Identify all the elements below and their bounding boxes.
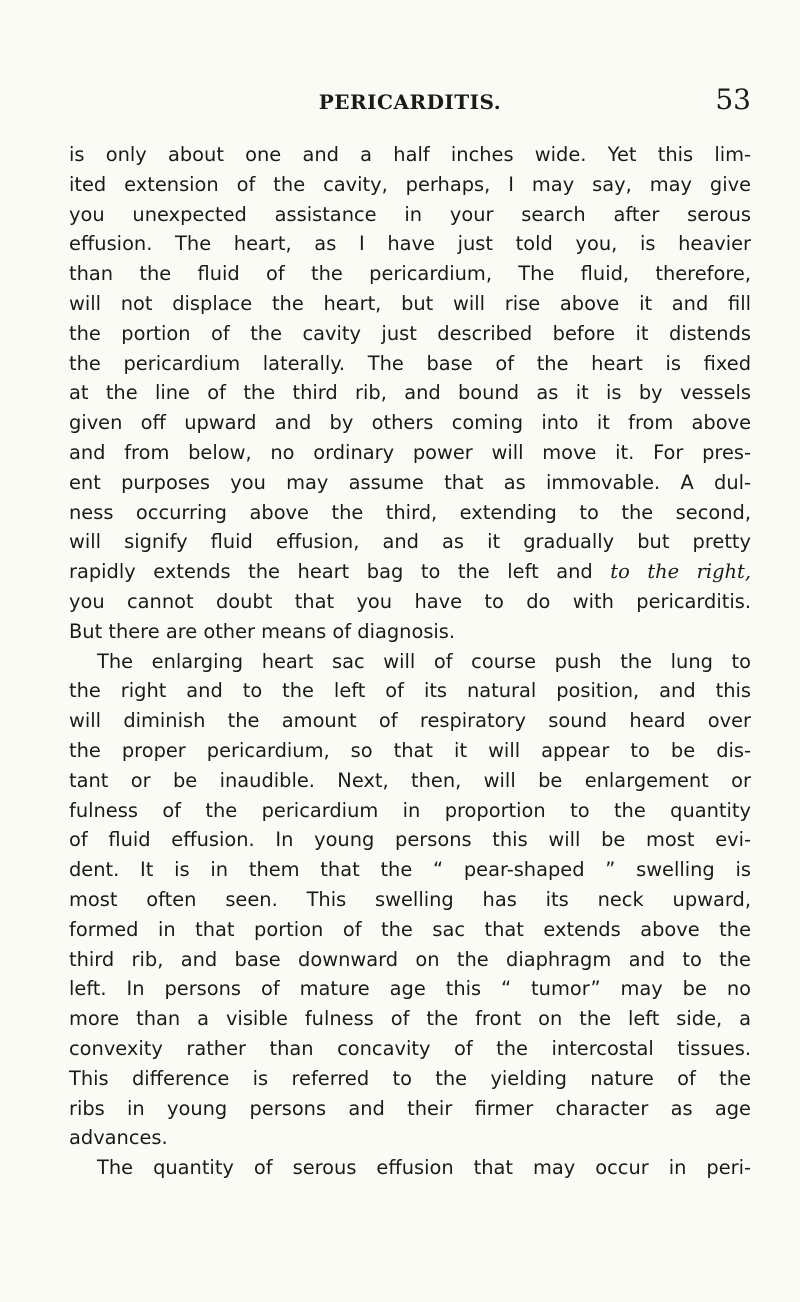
text-line: will signify fluid effusion, and as it gradually but pretty bbox=[69, 530, 751, 554]
text-line: convexity rather than concavity of the intercostal tissues. bbox=[69, 1036, 751, 1060]
text-line: the portion of the cavity just described before it distends bbox=[69, 321, 751, 345]
text-line: the proper pericardium, so that it will appear to be dis- bbox=[69, 738, 751, 762]
body-text bbox=[69, 140, 751, 1183]
text-line: left. In persons of mature age this “ tumor” may be no bbox=[69, 977, 751, 1001]
text-line: ent purposes you may assume that as immovable. A dul- bbox=[69, 470, 751, 494]
text-line: at the line of the third rib, and bound as it is by vessels bbox=[69, 381, 751, 405]
text-line: ited extension of the cavity, perhaps, I may say, may give bbox=[69, 172, 751, 196]
text-line: fulness of the pericardium in proportion to the quantity bbox=[69, 798, 751, 822]
paragraph-start-line: The quantity of serous effusion that may occur in peri- bbox=[97, 1156, 751, 1180]
text-line: you unexpected assistance in your search after serous bbox=[69, 202, 751, 226]
text-line: will diminish the amount of respiratory sound heard over bbox=[69, 709, 751, 733]
running-head bbox=[69, 84, 751, 120]
text-line: But there are other means of diagnosis. bbox=[69, 619, 456, 643]
text-line: advances. bbox=[69, 1126, 168, 1150]
running-title: PERICARDITIS. bbox=[318, 90, 502, 114]
text-line: ribs in young persons and their firmer character as age bbox=[69, 1096, 751, 1120]
text-line: ness occurring above the third, extending to the second, bbox=[69, 500, 751, 524]
text-line: given off upward and by others coming into it from above bbox=[69, 411, 751, 435]
text-line: the pericardium laterally. The base of the heart is fixed bbox=[69, 351, 751, 375]
text-line: formed in that portion of the sac that extends above the bbox=[69, 917, 751, 941]
text-line: is only about one and a half inches wide. Yet this lim- bbox=[69, 143, 751, 166]
text-line: dent. It is in them that the “ pear-shaped ” swelling is bbox=[69, 858, 751, 882]
text-line: the right and to the left of its natural position, and this bbox=[69, 679, 751, 703]
text-line: most often seen. This swelling has its neck upward, bbox=[69, 887, 751, 911]
text-line-with-italic bbox=[69, 557, 751, 587]
paragraph-start-line: The enlarging heart sac will of course push the lung to bbox=[97, 649, 751, 673]
text-line: of fluid effusion. In young persons this will be most evi- bbox=[69, 828, 751, 852]
text-line: This difference is referred to the yielding nature of the bbox=[69, 1066, 751, 1090]
text-line: you cannot doubt that you have to do with pericarditis. bbox=[69, 589, 751, 613]
text-segment: rapidly extends the heart bag to the left and bbox=[69, 560, 611, 584]
text-line: and from below, no ordinary power will move it. For pres- bbox=[69, 440, 751, 464]
text-line: more than a visible fulness of the front on the left side, a bbox=[69, 1007, 751, 1031]
italic-phrase: to the right, bbox=[610, 560, 751, 584]
page-number: 53 bbox=[715, 83, 751, 116]
text-line: than the fluid of the pericardium, The fluid, therefore, bbox=[69, 262, 751, 286]
text-line: will not displace the heart, but will rise above it and fill bbox=[69, 291, 751, 315]
text-line: tant or be inaudible. Next, then, will be enlargement or bbox=[69, 768, 751, 792]
text-line: effusion. The heart, as I have just told you, is heavier bbox=[69, 232, 751, 256]
text-line: third rib, and base downward on the diaphragm and to the bbox=[69, 947, 751, 971]
